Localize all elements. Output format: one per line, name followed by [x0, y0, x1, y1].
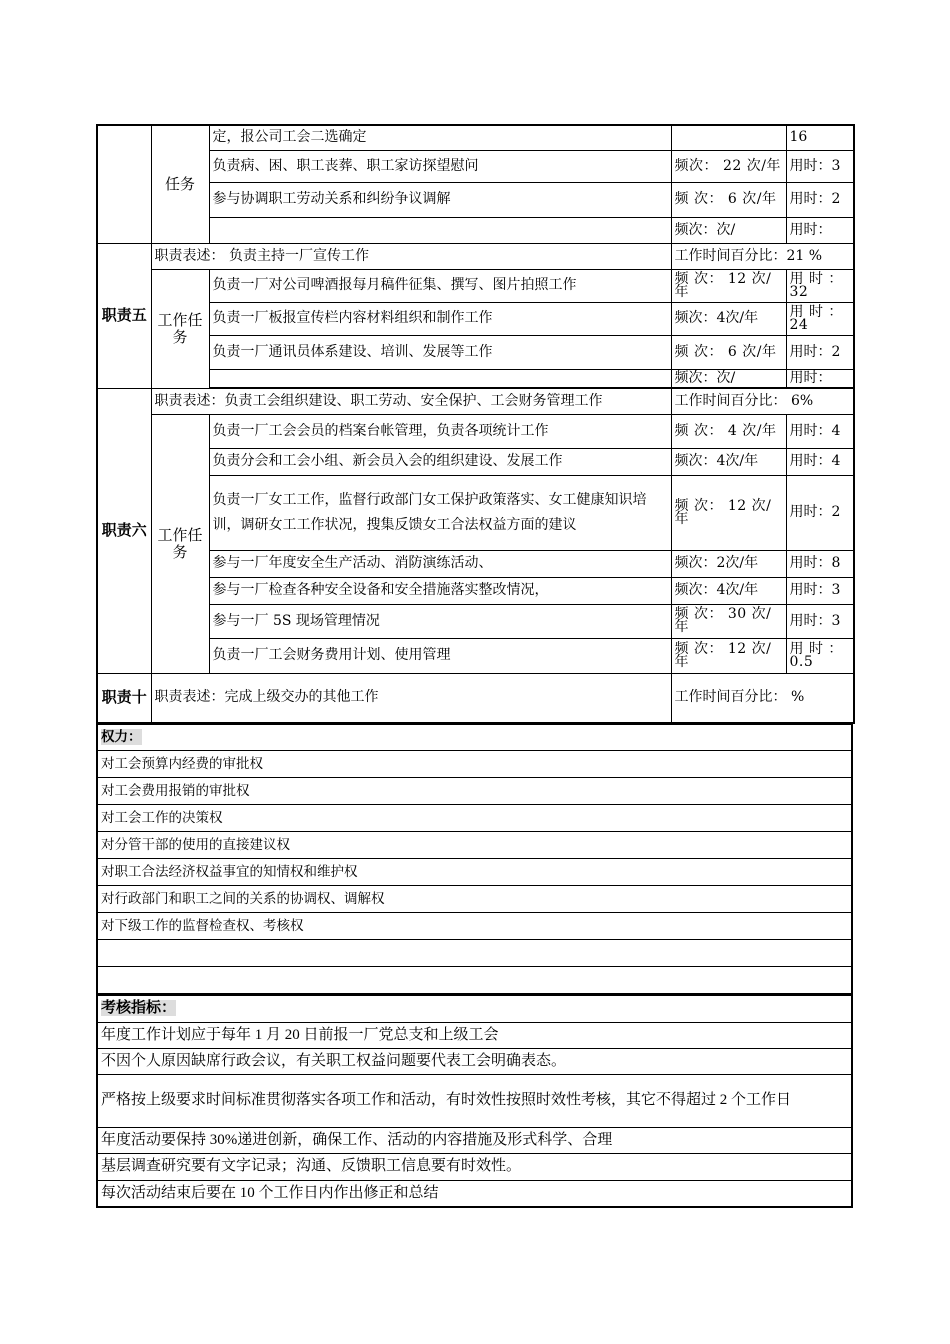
- task-frequency: 频次： 22 次/年: [671, 150, 786, 182]
- task-row: [97, 369, 854, 387]
- power-item: 对工会工作的决策权: [97, 805, 852, 832]
- kpi-item: 年度活动要保持 30%递进创新，确保工作、活动的内容措施及形式科学、合理: [97, 1127, 852, 1153]
- task-time: 用时：2: [786, 182, 854, 217]
- duty-label: 职责五: [97, 243, 151, 388]
- kpi-item: 每次活动结束后要在 10 个工作日内作出修正和总结: [97, 1180, 852, 1207]
- task-time: 用时：3: [786, 577, 854, 604]
- task-sub-label: 工作任务: [151, 414, 209, 673]
- task-text: 负责一厂板报宣传栏内容材料组织和制作工作: [209, 302, 671, 335]
- task-time: 用时：4: [786, 414, 854, 448]
- power-item: 对职工合法经济权益事宜的知情权和维护权: [97, 859, 852, 886]
- duty-statement: 职责表述： 负责主持一厂宣传工作: [151, 243, 671, 269]
- power-item: [97, 967, 852, 994]
- task-time: 用时：: [786, 217, 854, 243]
- task-row: [97, 125, 854, 150]
- task-text: 负责一厂工会财务费用计划、使用管理: [209, 638, 671, 673]
- task-text: [209, 369, 671, 387]
- power-item: [97, 940, 852, 967]
- task-time: 用 时 ：32: [786, 269, 854, 302]
- task-frequency: 频次：4次/年: [671, 302, 786, 335]
- task-text: 负责一厂对公司啤酒报每月稿件征集、撰写、图片拍照工作: [209, 269, 671, 302]
- task-frequency: 频次：次/: [671, 217, 786, 243]
- duty-time-percent: 工作时间百分比： %: [671, 673, 854, 723]
- kpi-item: 年度工作计划应于每年 1 月 20 日前报一厂党总支和上级工会: [97, 1022, 852, 1048]
- task-time: 用时：4: [786, 448, 854, 475]
- task-time: 用时：8: [786, 550, 854, 577]
- duty-time-percent: 工作时间百分比：21 %: [671, 243, 854, 269]
- task-text: 负责一厂女工工作，监督行政部门女工保护政策落实、女工健康知识培训，调研女工工作状况，搜集反馈女工合法权益方面的建议: [209, 475, 671, 550]
- task-frequency: 频 次： 12 次/年: [671, 475, 786, 550]
- power-item: 对分管干部的使用的直接建议权: [97, 832, 852, 859]
- task-text: 负责分会和工会小组、新会员入会的组织建设、发展工作: [209, 448, 671, 475]
- task-frequency: 频 次： 4 次/年: [671, 414, 786, 448]
- task-row: [97, 448, 854, 475]
- duty-label: 职责六: [97, 388, 151, 673]
- task-frequency: 频 次： 12 次/年: [671, 269, 786, 302]
- duty-statement: 职责表述：负责工会组织建设、职工劳动、安全保护、工会财务管理工作: [151, 388, 671, 414]
- task-text: 负责病、困、职工丧葬、职工家访探望慰问: [209, 150, 671, 182]
- task-frequency: [671, 125, 786, 150]
- powers-table: [96, 724, 853, 995]
- task-time: 用 时 ：24: [786, 302, 854, 335]
- task-row: [97, 550, 854, 577]
- task-frequency: 频 次： 6 次/年: [671, 335, 786, 369]
- task-row: [97, 150, 854, 182]
- job-description-page: [96, 124, 853, 1208]
- task-row: [97, 217, 854, 243]
- duties-table: [96, 124, 855, 724]
- task-row: [97, 638, 854, 673]
- duty-statement-row: [97, 243, 854, 269]
- task-time: 用时：: [786, 369, 854, 387]
- kpi-item: 不因个人原因缺席行政会议，有关职工权益问题要代表工会明确表态。: [97, 1048, 852, 1074]
- task-frequency: 频 次： 12 次/年: [671, 638, 786, 673]
- task-row: [97, 604, 854, 638]
- task-frequency: 频 次： 6 次/年: [671, 182, 786, 217]
- task-row: [97, 269, 854, 302]
- duty-statement: 职责表述：完成上级交办的其他工作: [151, 673, 671, 723]
- task-text: 参与一厂检查各种安全设备和安全措施落实整改情况，: [209, 577, 671, 604]
- task-sub-label: 任务: [151, 125, 209, 243]
- kpi-table: [96, 995, 853, 1209]
- task-time: 用时：3: [786, 604, 854, 638]
- task-time: 用时：3: [786, 150, 854, 182]
- kpi-item: 严格按上级要求时间标准贯彻落实各项工作和活动，有时效性按照时效性考核，其它不得超过 2 个工作日: [97, 1074, 852, 1127]
- task-sub-label: 工作任务: [151, 269, 209, 388]
- task-time: 用 时 ：0.5: [786, 638, 854, 673]
- task-row: [97, 577, 854, 604]
- task-row: [97, 182, 854, 217]
- duty-statement-row: [97, 388, 854, 414]
- task-text: 参与一厂年度安全生产活动、消防演练活动、: [209, 550, 671, 577]
- task-text: 定，报公司工会二选确定: [209, 125, 671, 150]
- task-frequency: 频次：2次/年: [671, 550, 786, 577]
- task-time: 用时：2: [786, 335, 854, 369]
- power-item: 对工会预算内经费的审批权: [97, 751, 852, 778]
- duty-time-percent: 工作时间百分比： 6%: [671, 388, 854, 414]
- task-time: 16: [786, 125, 854, 150]
- kpi-title: 考核指标：: [97, 995, 852, 1022]
- powers-title: 权力：: [97, 725, 852, 751]
- power-item: 对行政部门和职工之间的关系的协调权、调解权: [97, 886, 852, 913]
- task-row: [97, 475, 854, 550]
- task-row: [97, 414, 854, 448]
- task-time: 用时：2: [786, 475, 854, 550]
- task-frequency: 频次：4次/年: [671, 448, 786, 475]
- kpi-item: 基层调查研究要有文字记录；沟通、反馈职工信息要有时效性。: [97, 1153, 852, 1180]
- task-text: 负责一厂工会会员的档案台帐管理，负责各项统计工作: [209, 414, 671, 448]
- task-row: [97, 302, 854, 335]
- task-text: 负责一厂通讯员体系建设、培训、发展等工作: [209, 335, 671, 369]
- task-row: [97, 335, 854, 369]
- task-text: [209, 217, 671, 243]
- duty-statement-row: [97, 673, 854, 723]
- task-frequency: 频次：次/: [671, 369, 786, 387]
- task-frequency: 频 次： 30 次/年: [671, 604, 786, 638]
- duty-label: 职责十: [97, 673, 151, 723]
- duty-label-cell: [97, 125, 151, 243]
- task-frequency: 频次：4次/年: [671, 577, 786, 604]
- task-text: 参与一厂 5S 现场管理情况: [209, 604, 671, 638]
- power-item: 对下级工作的监督检查权、考核权: [97, 913, 852, 940]
- task-text: 参与协调职工劳动关系和纠纷争议调解: [209, 182, 671, 217]
- power-item: 对工会费用报销的审批权: [97, 778, 852, 805]
